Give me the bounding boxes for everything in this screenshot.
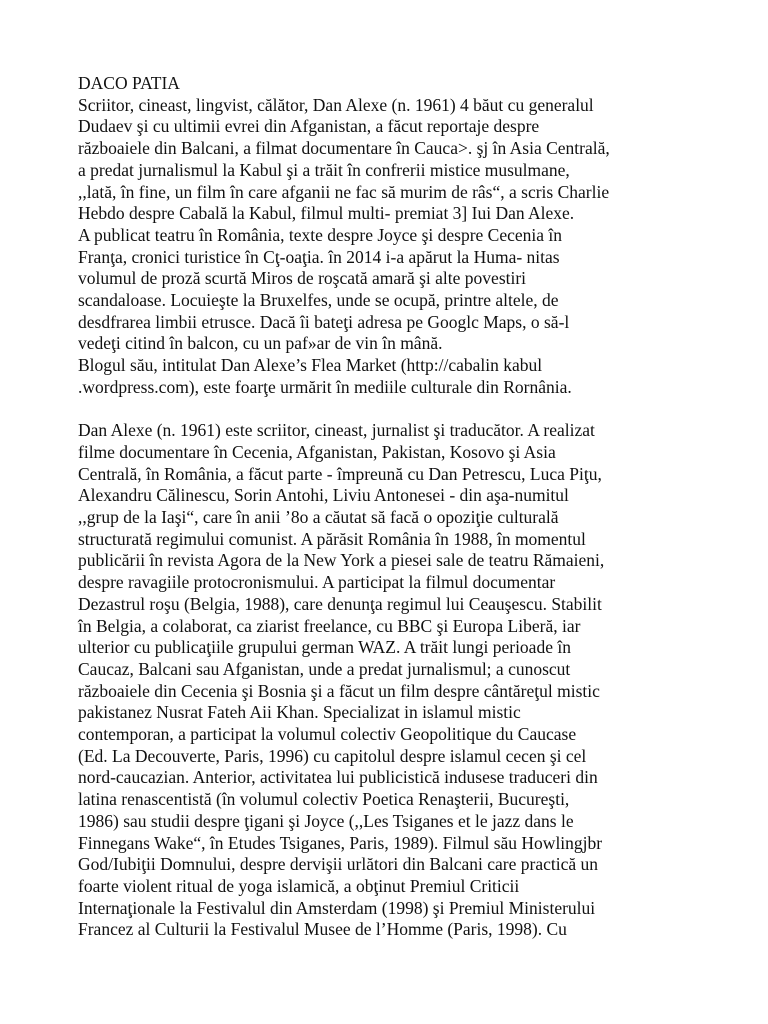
text-line: Finnegans Wake“, în Etudes Tsiganes, Paris, 1989). Filmul său Howlingjbr [78, 832, 603, 853]
document-title: DACO PATIA [78, 73, 180, 93]
text-line: Dudaev şi cu ultimii evrei din Afganistan, a făcut reportaje despre [78, 116, 540, 137]
text-line: Hebdo despre Cabală la Kabul, filmul multi- premiat 3] Iui Dan Alexe. [78, 203, 575, 224]
text-line: Francez al Culturii la Festivalul Musee de l’Homme (Paris, 1998). Cu [78, 919, 567, 940]
text-line: pakistanez Nusrat Fateh Aii Khan. Specializat in islamul mistic [78, 702, 521, 723]
text-line: contemporan, a participat la volumul colectiv Geopolitique du Caucase [78, 724, 577, 745]
text-line: structurată regimului comunist. A părăsit România în 1988, în momentul [78, 528, 586, 549]
text-line: ulterior cu publicaţiile grupului german WAZ. A trăit lungi perioade în [78, 637, 571, 658]
text-line: volumul de proză scurtă Miros de roşcată amară şi alte povestiri [78, 268, 527, 289]
text-line: vedeţi citind în balcon, cu un paf»ar de vin în mână. [78, 333, 443, 354]
document-page [78, 73, 768, 941]
text-line: scandaloase. Locuieşte la Bruxelfes, unde se ocupă, printre altele, de [78, 290, 559, 311]
text-line: ,,grup de la Iaşi“, care în anii ’8o a căutat să facă o opoziţie culturală [78, 507, 559, 528]
bio-paragraph [78, 420, 768, 941]
text-line: Dan Alexe (n. 1961) este scriitor, cineast, jurnalist şi traducător. A realizat [78, 420, 595, 441]
text-line: Franţa, cronici turistice în Cţ-oaţia. în 2014 i-a apărut la Huma- nitas [78, 246, 560, 267]
text-line: a predat jurnalismul la Kabul şi a trăit în confrerii mistice musulmane, [78, 159, 570, 180]
text-line: A publicat teatru în România, texte despre Joyce şi despre Cecenia în [78, 224, 563, 245]
paragraph-spacer [78, 399, 768, 421]
text-line: în Belgia, a colaborat, ca ziarist freelance, cu BBC şi Europa Liberă, iar [78, 615, 581, 636]
text-line: războaiele din Cecenia şi Bosnia şi a făcut un film despre cântăreţul mistic [78, 680, 600, 701]
text-line: (Ed. La Decouverte, Paris, 1996) cu capitolul despre islamul cecen şi cel [78, 745, 587, 766]
text-line: 1986) sau studii despre ţigani şi Joyce (,,Les Tsiganes et le jazz dans le [78, 810, 574, 831]
text-line: Centrală, în România, a făcut parte - împreună cu Dan Petrescu, Luca Piţu, [78, 463, 602, 484]
text-line: latina renascentistă (în volumul colectiv Poetica Renaşterii, Bucureşti, [78, 789, 570, 810]
text-line: desdfrarea limbii etrusce. Dacă îi bateţi adresa pe Googlc Maps, o să-l [78, 311, 570, 332]
text-line: Scriitor, cineast, lingvist, călător, Dan Alexe (n. 1961) 4 băut cu generalul [78, 94, 594, 115]
text-line: Dezastrul roşu (Belgia, 1988), care denunţa regimul lui Ceauşescu. Stabilit [78, 593, 602, 614]
text-line: publicării în revista Agora de la New York a piesei sale de teatru Rămaieni, [78, 550, 605, 571]
blog-line: Blogul său, intitulat Dan Alexe’s Flea Market (http://cabalin kabul [78, 355, 543, 376]
text-line: Alexandru Călinescu, Sorin Antohi, Liviu Antonesei - din aşa-numitul [78, 485, 569, 506]
text-line: foarte violent ritual de yoga islamică, a obţinut Premiul Criticii [78, 876, 520, 896]
intro-paragraph [78, 73, 768, 399]
text-line: Internaţionale la Festivalul din Amsterdam (1998) şi Premiul Ministerului [78, 897, 596, 918]
text-line: nord-caucazian. Anterior, activitatea lui publicistică indusese traduceri din [78, 767, 598, 788]
text-line: filme documentare în Cecenia, Afganistan, Pakistan, Kosovo şi Asia [78, 441, 556, 462]
text-line: Caucaz, Balcani sau Afganistan, unde a predat jurnalismul; a cunoscut [78, 658, 571, 679]
blog-line: .wordpress.com), este foarţe urmărit în mediile culturale din Rornânia. [78, 376, 572, 397]
text-line: despre ravagiile protocronismului. A participat la filmul documentar [78, 572, 556, 593]
text-line: ,,lată, în fine, un film în care afganii ne fac să murim de râs“, a scris Charlie [78, 181, 610, 202]
text-line: războaiele din Balcani, a filmat documentare în Cauca>. şj în Asia Centrală, [78, 138, 610, 159]
text-line: God/Iubiţii Domnului, despre dervişii urlători din Balcani care practică un [78, 854, 598, 875]
